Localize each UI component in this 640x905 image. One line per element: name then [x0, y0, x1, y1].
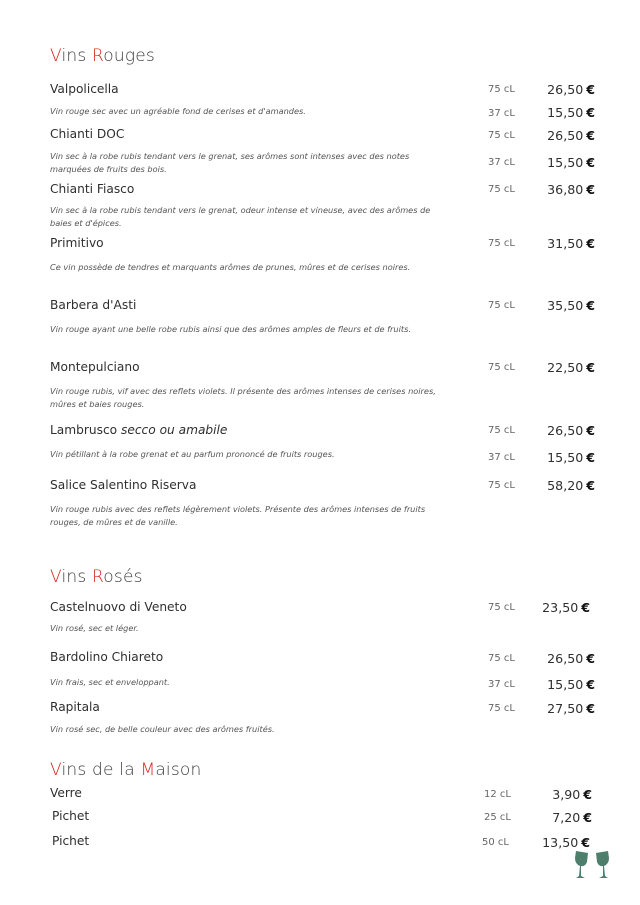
euro-sign: € [581, 835, 590, 850]
wine-price: 36,80 € [547, 182, 595, 197]
wine-description: Vin rosé, sec et léger. [50, 623, 139, 633]
wine-price: 22,50 € [547, 360, 595, 375]
wine-name: Chianti Fiasco [50, 182, 135, 196]
wine-name: Pichet [52, 809, 90, 823]
euro-sign: € [581, 600, 590, 615]
wine-name: Montepulciano [50, 360, 140, 374]
wine-price: 26,50 € [547, 423, 595, 438]
euro-sign: € [586, 677, 595, 692]
euro-sign: € [586, 155, 595, 170]
wine-volume: 37 cL [488, 452, 515, 463]
euro-sign: € [586, 236, 595, 251]
euro-sign: € [586, 450, 595, 465]
wine-price: 23,50 € [542, 600, 590, 615]
wine-price: 3,90 € [552, 787, 592, 802]
euro-sign: € [586, 651, 595, 666]
wine-name: Primitivo [50, 236, 104, 250]
wine-description: Vin sec à la robe rubis tendant vers le grenat, odeur intense et vineuse, avec des arômes de baies et d'épices. [50, 205, 431, 228]
wine-name: Rapitala [50, 700, 100, 714]
wine-price: 26,50 € [547, 651, 595, 666]
wine-name: Barbera d'Asti [50, 298, 137, 312]
wine-price: 26,50 € [547, 128, 595, 143]
wine-glasses-icon [573, 849, 611, 883]
wine-description: Vin rouge rubis avec des reflets légèrement violets. Présente des arômes intenses de fruits rouges, de mûres et de vanille. [50, 504, 426, 527]
wine-volume: 50 cL [482, 837, 509, 848]
wine-volume: 75 cL [488, 653, 515, 664]
wine-volume: 75 cL [488, 84, 515, 95]
euro-sign: € [586, 423, 595, 438]
wine-price: 27,50 € [547, 701, 595, 716]
euro-sign: € [586, 82, 595, 97]
wine-price: 15,50 € [547, 105, 595, 120]
wine-price: 31,50 € [547, 236, 595, 251]
euro-sign: € [583, 810, 592, 825]
euro-sign: € [586, 182, 595, 197]
euro-sign: € [586, 105, 595, 120]
wine-price: 35,50 € [547, 298, 595, 313]
wine-name: Castelnuovo di Veneto [50, 600, 187, 614]
wine-description: Vin rosé sec, de belle couleur avec des arômes fruités. [50, 724, 275, 734]
wine-volume: 75 cL [488, 425, 515, 436]
wine-description: Vin rouge rubis, vif avec des reflets violets. Il présente des arômes intenses de cerises noires, mûres et baies rouges. [50, 386, 436, 409]
wine-price: 58,20 € [547, 478, 595, 493]
wine-description: Vin sec à la robe rubis tendant vers le grenat, ses arômes sont intenses avec des notes marquées de fruits des bois. [50, 151, 410, 174]
wine-volume: 75 cL [488, 130, 515, 141]
euro-sign: € [583, 787, 592, 802]
wine-volume: 75 cL [488, 300, 515, 311]
euro-sign: € [586, 298, 595, 313]
wine-name: Salice Salentino Riserva [50, 478, 197, 492]
wine-description: Vin rouge sec avec un agréable fond de cerises et d'amandes. [50, 106, 306, 116]
wine-volume: 75 cL [488, 362, 515, 373]
wine-price: 15,50 € [547, 677, 595, 692]
wine-name: Valpolicella [50, 82, 119, 96]
section-title-vins-roses: Vins Rosés [50, 567, 143, 587]
wine-price: 7,20 € [552, 810, 592, 825]
euro-sign: € [586, 478, 595, 493]
wine-volume: 75 cL [488, 480, 515, 491]
wine-price: 13,50 € [542, 835, 590, 850]
wine-volume: 75 cL [488, 602, 515, 613]
wine-volume: 75 cL [488, 703, 515, 714]
wine-price: 26,50 € [547, 82, 595, 97]
wine-name: Verre [50, 786, 82, 800]
wine-volume: 75 cL [488, 184, 515, 195]
wine-description: Vin rouge ayant une belle robe rubis ainsi que des arômes amples de fleurs et de fruits. [50, 324, 411, 334]
wine-volume: 25 cL [484, 812, 511, 823]
wine-volume: 37 cL [488, 157, 515, 168]
section-title-vins-rouges: Vins Rouges [50, 46, 155, 66]
wine-name: Lambrusco secco ou amabile [50, 423, 228, 437]
wine-price: 15,50 € [547, 450, 595, 465]
wine-volume: 37 cL [488, 108, 515, 119]
wine-name: Pichet [52, 834, 90, 848]
wine-name: Bardolino Chiareto [50, 650, 164, 664]
wine-volume: 37 cL [488, 679, 515, 690]
wine-volume: 12 cL [484, 789, 511, 800]
euro-sign: € [586, 360, 595, 375]
wine-description: Vin pétillant à la robe grenat et au parfum prononcé de fruits rouges. [50, 449, 335, 459]
euro-sign: € [586, 128, 595, 143]
wine-price: 15,50 € [547, 155, 595, 170]
euro-sign: € [586, 701, 595, 716]
section-title-vins-de-la-maison: Vins de la Maison [50, 760, 202, 780]
wine-description: Ce vin possède de tendres et marquants arômes de prunes, mûres et de cerises noires. [50, 262, 411, 272]
wine-description: Vin frais, sec et enveloppant. [50, 677, 170, 687]
wine-name-style: secco ou amabile [120, 423, 228, 437]
wine-volume: 75 cL [488, 238, 515, 249]
wine-name: Chianti DOC [50, 127, 125, 141]
